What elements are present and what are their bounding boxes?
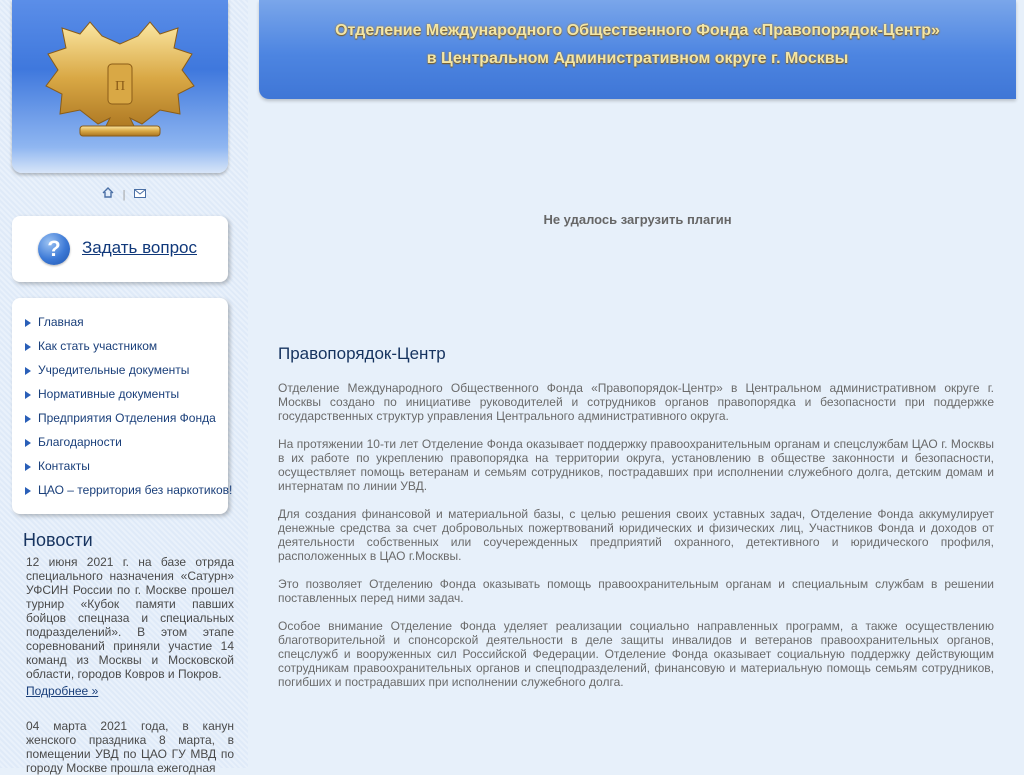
news-item: 04 марта 2021 года, в канун женского праздника 8 марта, в помещении УВД по ЦАО ГУ МВД по городу Москве прошла ежегодная [26, 719, 234, 775]
menu-item-founding-docs[interactable]: Учредительные документы [12, 358, 252, 382]
menu-item-enterprises[interactable]: Предприятия Отделения Фонда [12, 406, 252, 430]
news-more-link[interactable]: Подробнее » [26, 684, 99, 698]
svg-text:П: П [114, 79, 126, 94]
ask-question-link[interactable]: Задать вопрос [82, 238, 197, 257]
arrow-icon [25, 463, 31, 471]
site-header [259, 0, 1016, 99]
menu-item-join[interactable]: Как стать участником [12, 334, 252, 358]
paragraph: Для создания финансовой и материальной базы, с целью решения своих уставных задач, Отделение Фонда аккумулирует денежные средства за счет добровольных пожертвований юридических и физических лиц, Участников Фонда и доходов от деятельности собственных или соучережденных предприятий охранного, детективного и юридического профиля, расположенных в ЦАО г.Москвы. [278, 507, 994, 563]
arrow-icon [25, 391, 31, 399]
main-menu [12, 298, 233, 514]
header-title-line1: Отделение Международного Общественного Фонда «Правопорядок-Центр» [335, 22, 940, 39]
paragraph: На протяжении 10-ти лет Отделение Фонда оказывает поддержку правоохранительным органам и спецслужбам ЦАО г. Москвы в их работе по укреплению правопорядка на территории округа, установлению в обществе законности и безопасности, осуществляет помощь ветеранам и семьям сотрудников, пострадавших при исполнении служебного долга, детским домам и интернатам по линии УВД. [278, 437, 994, 493]
mail-icon[interactable] [134, 186, 146, 204]
top-mini-icons [0, 186, 248, 204]
menu-item-home[interactable]: Главная [12, 310, 252, 334]
paragraph: Особое внимание Отделение Фонда уделяет реализации социально направленных программ, а также осуществлению благотворительной и спонсорской деятельности в деле защиты инвалидов и ветеранов правоохранительных органов, спецслужб и вооруженных сил Российской Федерации. Отделение Фонда оказывает социальную поддержку действующим сотрудникам правоохранительных органов и спецподразделений, финансовую и материальную помощь семьям сотрудников, погибших и пострадавших при исполнении служебного долга. [278, 619, 994, 689]
double-headed-eagle-icon [40, 14, 200, 154]
arrow-icon [25, 415, 31, 423]
home-icon[interactable] [102, 186, 114, 204]
arrow-icon [25, 343, 31, 351]
emblem-logo[interactable] [12, 0, 228, 173]
news-item: 12 июня 2021 г. на базе отряда специального назначения «Сатурн» УФСИН России по г. Москве прошел турнир «Кубок памяти павших бойцов спецназа и специальных подразделений». В этом этапе соревнований приняли участие 14 команд из Москвы и Московской области, городов Ковров и Покров. [26, 555, 234, 681]
arrow-icon [25, 367, 31, 375]
arrow-icon [25, 487, 31, 495]
ask-question-box [12, 216, 228, 282]
menu-item-contacts[interactable]: Контакты [12, 454, 252, 478]
menu-item-thanks[interactable]: Благодарности [12, 430, 252, 454]
arrow-icon [25, 439, 31, 447]
left-column [0, 0, 248, 775]
paragraph: Отделение Международного Общественного Фонда «Правопорядок-Центр» в Центральном административном округе г. Москвы создано по инициативе руководителей и сотрудников органов правопорядка и безопасности при поддержке государственных структур управления Центрального административного округа. [278, 381, 994, 423]
page-title: Правопорядок-Центр [278, 344, 446, 363]
plugin-error-message: Не удалось загрузить плагин [543, 212, 732, 227]
paragraph: Это позволяет Отделению Фонда оказывать помощь правоохранительным органам и специальным службам в решении поставленных перед ними задач. [278, 577, 994, 605]
arrow-icon [25, 319, 31, 327]
menu-item-normative-docs[interactable]: Нормативные документы [12, 382, 252, 406]
icon-separator: | [122, 189, 126, 202]
question-icon[interactable]: ? [38, 233, 70, 265]
menu-item-no-drugs[interactable]: ЦАО – территория без наркотиков! [12, 478, 252, 502]
news-title: Новости [23, 530, 93, 550]
header-title-line2: в Центральном Административном округе г. Москвы [426, 50, 849, 67]
